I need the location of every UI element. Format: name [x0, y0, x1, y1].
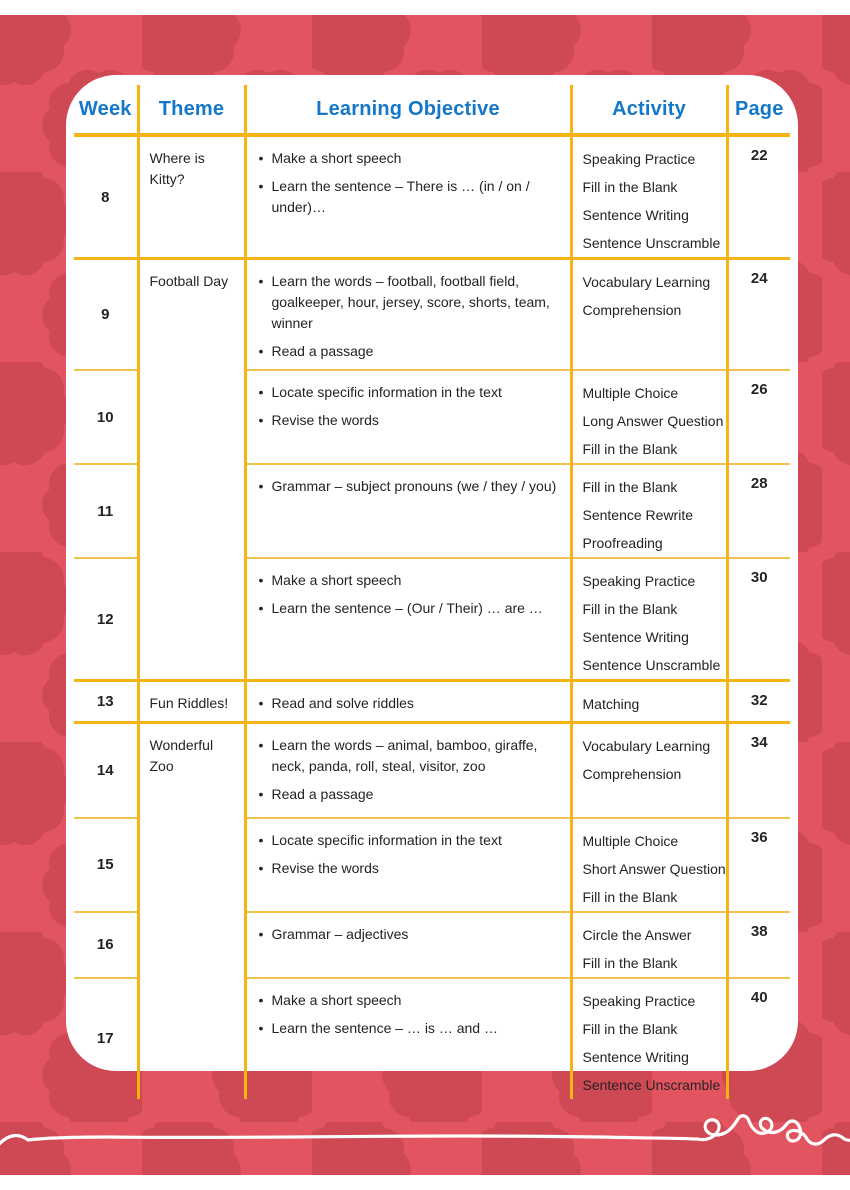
objective-text: Make a short speech: [271, 572, 402, 588]
activity-item: Sentence Unscramble: [582, 657, 721, 673]
objective-cell: [245, 370, 571, 464]
objective-item: [259, 382, 560, 403]
activity-item: Sentence Writing: [582, 207, 689, 223]
objective-cell: [245, 464, 571, 558]
objective-item: [259, 830, 560, 851]
objective-item: [259, 341, 560, 362]
bullet-icon: •: [258, 572, 264, 588]
week-cell: 10: [74, 370, 138, 464]
objective-text: Grammar – adjectives: [271, 925, 409, 942]
table-header: [74, 85, 790, 135]
bullet-icon: •: [258, 600, 264, 616]
activity-item: Comprehension: [582, 766, 682, 782]
page-cell: 36: [727, 818, 790, 912]
objective-item: [259, 570, 560, 591]
objective-item: [259, 1018, 560, 1039]
objective-text: Locate specific information in the text: [271, 384, 502, 400]
objective-item: [259, 176, 560, 218]
activity-item: Sentence Writing: [582, 629, 689, 645]
bullet-icon: •: [258, 991, 264, 1008]
week-cell: 15: [74, 818, 138, 912]
objective-item: [259, 735, 560, 777]
activity-item: Fill in the Blank: [582, 479, 678, 495]
objective-text: Learn the sentence – There is … (in / on / under)…: [271, 178, 530, 215]
header-page: Page: [727, 85, 790, 135]
page-cell: 22: [727, 135, 790, 259]
page-cell: 30: [727, 558, 790, 681]
page-cell: 40: [727, 978, 790, 1099]
activity-item: Comprehension: [582, 302, 682, 318]
activity-cell: [571, 681, 727, 723]
objective-text: Read and solve riddles: [271, 695, 414, 711]
bullet-icon: •: [258, 737, 264, 753]
week-cell: 13: [74, 681, 138, 723]
objective-text: Grammar – subject pronouns (we / they / you): [271, 478, 557, 494]
objective-text: Make a short speech: [271, 991, 402, 1008]
page-cell: 26: [727, 370, 790, 464]
objective-cell: [245, 558, 571, 681]
activity-item: Circle the Answer: [582, 926, 692, 943]
activity-item: Fill in the Blank: [582, 601, 678, 617]
bullet-icon: •: [258, 384, 264, 400]
header-theme: Theme: [138, 85, 245, 135]
week-cell: 14: [74, 723, 138, 818]
objective-cell: [245, 818, 571, 912]
bullet-icon: •: [258, 831, 264, 848]
objective-text: Learn the words – football, football field, goalkeeper, hour, jersey, score, shorts, team, winner: [271, 273, 550, 331]
contents-card: [66, 75, 798, 1093]
activity-item: Speaking Practice: [582, 151, 696, 167]
bullet-icon: •: [258, 925, 264, 942]
bullet-icon: •: [258, 178, 264, 194]
page-cell: 38: [727, 912, 790, 978]
objective-item: [259, 924, 560, 945]
week-cell: 9: [74, 259, 138, 371]
activity-cell: [571, 370, 727, 464]
objective-text: Make a short speech: [271, 150, 402, 166]
objective-text: Locate specific information in the text: [271, 831, 502, 848]
activity-cell: [571, 558, 727, 681]
objective-text: Learn the sentence – (Our / Their) … are …: [271, 600, 543, 616]
activity-item: Fill in the Blank: [582, 179, 678, 195]
bullet-icon: •: [258, 412, 264, 428]
activity-item: Fill in the Blank: [582, 888, 678, 905]
objective-item: [259, 598, 560, 619]
activity-item: Sentence Unscramble: [582, 235, 721, 251]
activity-item: Sentence Rewrite: [582, 507, 694, 523]
activity-cell: [571, 723, 727, 818]
week-cell: 16: [74, 912, 138, 978]
page-cell: 24: [727, 259, 790, 371]
bullet-icon: •: [258, 695, 264, 711]
activity-item: Vocabulary Learning: [582, 274, 711, 290]
activity-item: Fill in the Blank: [582, 954, 678, 971]
bullet-icon: •: [258, 786, 264, 802]
table-row-week-9: [74, 259, 790, 371]
activity-item: Sentence Unscramble: [582, 1076, 721, 1093]
activity-cell: [571, 464, 727, 558]
activity-cell: [571, 135, 727, 259]
objective-text: Revise the words: [271, 859, 379, 876]
objective-cell: [245, 978, 571, 1099]
objective-cell: [245, 259, 571, 371]
objective-text: Revise the words: [271, 412, 379, 428]
activity-item: Speaking Practice: [582, 992, 696, 1009]
activity-item: Speaking Practice: [582, 573, 696, 589]
page-cell: 28: [727, 464, 790, 558]
theme-cell: Wonderful Zoo: [138, 723, 245, 1099]
bullet-icon: •: [258, 1019, 264, 1036]
activity-item: Fill in the Blank: [582, 441, 678, 457]
week-cell: 12: [74, 558, 138, 681]
table-row-week-13: [74, 681, 790, 723]
objective-item: [259, 476, 560, 497]
objective-cell: [245, 681, 571, 723]
table-body: [74, 135, 790, 1099]
objective-item: [259, 990, 560, 1011]
objective-item: [259, 858, 560, 879]
objective-text: Read a passage: [271, 786, 374, 802]
header-learning-objective: Learning Objective: [245, 85, 571, 135]
objective-item: [259, 784, 560, 805]
page-cell: 32: [727, 681, 790, 723]
theme-cell: Fun Riddles!: [138, 681, 245, 723]
week-cell: 8: [74, 135, 138, 259]
objective-cell: [245, 723, 571, 818]
activity-item: Vocabulary Learning: [582, 738, 711, 754]
activity-item: Fill in the Blank: [582, 1020, 678, 1037]
activity-item: Proofreading: [582, 535, 663, 551]
bullet-icon: •: [258, 478, 264, 494]
activity-cell: [571, 818, 727, 912]
objective-item: [259, 271, 560, 334]
theme-cell: Where is Kitty?: [138, 135, 245, 259]
bullet-icon: •: [258, 150, 264, 166]
table-row-week-8: [74, 135, 790, 259]
header-week: Week: [74, 85, 138, 135]
theme-cell: Football Day: [138, 259, 245, 681]
objective-cell: [245, 135, 571, 259]
page-cell: 34: [727, 723, 790, 818]
activity-item: Sentence Writing: [582, 1048, 689, 1065]
objective-cell: [245, 912, 571, 978]
bullet-icon: •: [258, 859, 264, 876]
objective-item: [259, 410, 560, 431]
week-cell: 17: [74, 978, 138, 1099]
activity-item: Multiple Choice: [582, 385, 679, 401]
bullet-icon: •: [258, 273, 264, 289]
week-cell: 11: [74, 464, 138, 558]
activity-cell: [571, 259, 727, 371]
objective-text: Learn the words – animal, bamboo, giraffe, neck, panda, roll, steal, visitor, zoo: [271, 737, 538, 774]
objective-text: Read a passage: [271, 343, 374, 359]
bullet-icon: •: [258, 343, 264, 359]
activity-cell: [571, 912, 727, 978]
activity-cell: [571, 978, 727, 1099]
header-row: [74, 85, 790, 135]
objective-text: Learn the sentence – … is … and …: [271, 1019, 498, 1036]
header-activity: Activity: [571, 85, 727, 135]
activity-item: Long Answer Question: [582, 413, 724, 429]
objective-item: [259, 148, 560, 169]
activity-item: Matching: [582, 696, 640, 712]
activity-item: Short Answer Question: [582, 860, 726, 877]
activity-item: Multiple Choice: [582, 832, 679, 849]
contents-table: [74, 85, 790, 1099]
table-row-week-14: [74, 723, 790, 818]
objective-item: [259, 693, 560, 714]
